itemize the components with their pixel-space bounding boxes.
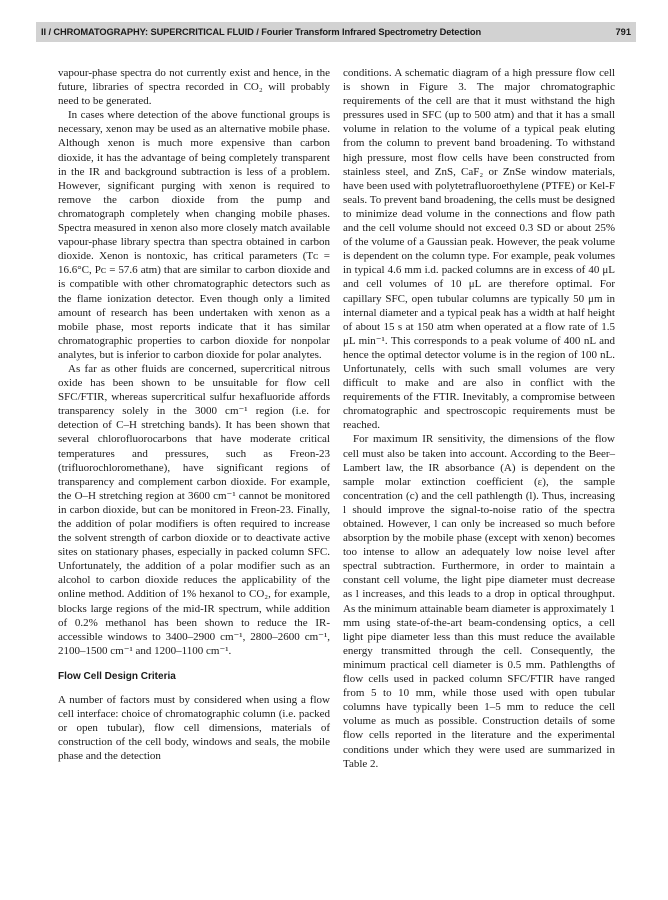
page-number: 791 bbox=[615, 27, 631, 37]
left-paragraph-3: As far as other fluids are concerned, supercritical nitrous oxide has been shown to be unsuitable for flow cell SFC/FTIR, whereas supercritical sulfur hexafluoride affords transparency solely in the 3000 cm⁻¹ region (i.e. for detection of C–H stretching bands). It has been shown that several chlorofluorocarbons that have moderate critical temperatures and pressures, such as Freon-23 (trifluorochloromethane), have significant regions of transparency and complement carbon dioxide. For example, the O–H stretching region at 3600 cm⁻¹ cannot be monitored in carbon dioxide, but can be monitored in Freon-23. Finally, the addition of polar modifiers is often required to increase the solvent strength of carbon dioxide or to deactivate active sites on stationary phases, especially in packed column SFC. Unfortunately, the addition of a polar modifier such as an alcohol to carbon dioxide reduces the applicability of the online method. Addition of 1% hexanol to CO₂, for example, blocks large regions of the mid-IR spectrum, while addition of 0.2% methanol has been shown to reduce the IR-accessible windows to 3400–2900 cm⁻¹, 2800–2600 cm⁻¹, 2100–1500 cm⁻¹ and 1200–1100 cm⁻¹. bbox=[58, 362, 330, 657]
right-paragraph-2: For maximum IR sensitivity, the dimensions of the flow cell must also be taken into account. According to the Beer–Lambert law, the IR absorbance (A) is dependent on the sample molar extinction coefficient (ε), the sample concentration (c) and the cell pathlength (l). Thus, increasing l should improve the signal-to-noise ratio of the spectra obtained. However, l can only be increased so much before absorption by the mobile phase (except with xenon) becomes too intense to allow an adequately low noise level after spectral subtraction. Furthermore, in order to maintain a constant cell volume, the light pipe diameter must decrease as l increases, and this leads to a drop in optical throughput. As the minimum attainable beam diameter is approximately 1 mm using state-of-the-art beam-condensing optics, a cell light pipe diameter less than this must reduce the available energy transmitted through the cell. Consequently, the minimum practical cell diameter is 0.5 mm. Pathlengths of flow cells used in packed column SFC/FTIR have ranged from 5 to 10 mm, while those used with open tubular columns have typically been 1–5 mm to reduce the cell volume as much as possible. Construction details of some flow cells reported in the literature and the experimental conditions under which they were used are summarized in Table 2. bbox=[343, 433, 615, 770]
right-paragraph-1: conditions. A schematic diagram of a high pressure flow cell is shown in Figure 3. The major chromatographic requirements of the cell are that it must withstand the high pressures used in SFC (up to 500 atm) and that it has a small volume in relation to the volume of a typical peak eluting from the column to prevent band broadening. To withstand high pressure, most flow cells have been constructed from stainless steel, and ZnS, CaF₂ or ZnSe window materials, have been used with polytetrafluoroethylene (PTFE) or Kel-F seals. To prevent band broadening, the cells must be designed to minimize dead volume in the connections and flow path and the cell volume should not exceed 0.3 SD or about 25% of the volume of a Gaussian peak. However, the peak volume is dependent on the column type. For example, peak volumes in typical 4.6 mm i.d. packed columns are in excess of 40 μL and cell volumes of 10 μL are therefore optimal. For capillary SFC, open tubular columns are typically 50 μm in internal diameter and a typical peak has a width at half height of about 15 s at 150 atm when operated at a flow rate of 1.5 μL min⁻¹. This corresponds to a peak volume of 400 nL and hence the optimal detector volume is in the region of 100 nL. Unfortunately, cells with such small volumes are very difficult to make and are also in conflict with the requirements of the FTIR. Inevitably, a compromise between chromatographic and spectroscopic requirements must be reached. bbox=[343, 67, 615, 432]
right-column bbox=[343, 66, 615, 771]
left-paragraph-2: In cases where detection of the above functional groups is necessary, xenon may be used as an alternative mobile phase. Although xenon is much more expensive than carbon dioxide, it has the advantage of being completely transparent in the IR and background subtraction is less of a problem. However, significant purging with xenon is required to remove the carbon dioxide from the pump and chromatograph completely when changing mobile phases. Spectra measured in xenon also more closely match available vapour-phase library spectra than spectra obtained in carbon dioxide. Xenon is nontoxic, has critical parameters (Tᴄ = 16.6°C, Pᴄ = 57.6 atm) that are similar to carbon dioxide and is compatible with other chromatographic detectors such as the flame ionization detector. Even though only a limited amount of research has been undertaken with xenon as a mobile phase, most reports indicate that it has similar chromatographic properties to carbon dioxide for nonpolar analytes, but is inferior to carbon dioxide for polar analytes. bbox=[58, 109, 330, 361]
running-header-title: II / CHROMATOGRAPHY: SUPERCRITICAL FLUID / Fourier Transform Infrared Spectrometry Detection bbox=[41, 27, 482, 37]
left-paragraph-4: A number of factors must by considered when using a flow cell interface: choice of chromatographic column (i.e. packed or open tubular), flow cell dimensions, materials of construction of the cell body, windows and seals, the mobile phase and the detection bbox=[58, 693, 330, 763]
running-header bbox=[36, 22, 636, 42]
left-paragraph-1: vapour-phase spectra do not currently exist and hence, in the future, libraries of spectra recorded in CO₂ will probably need to be generated. bbox=[58, 67, 330, 108]
section-heading: Flow Cell Design Criteria bbox=[58, 670, 176, 682]
left-column bbox=[58, 66, 330, 763]
